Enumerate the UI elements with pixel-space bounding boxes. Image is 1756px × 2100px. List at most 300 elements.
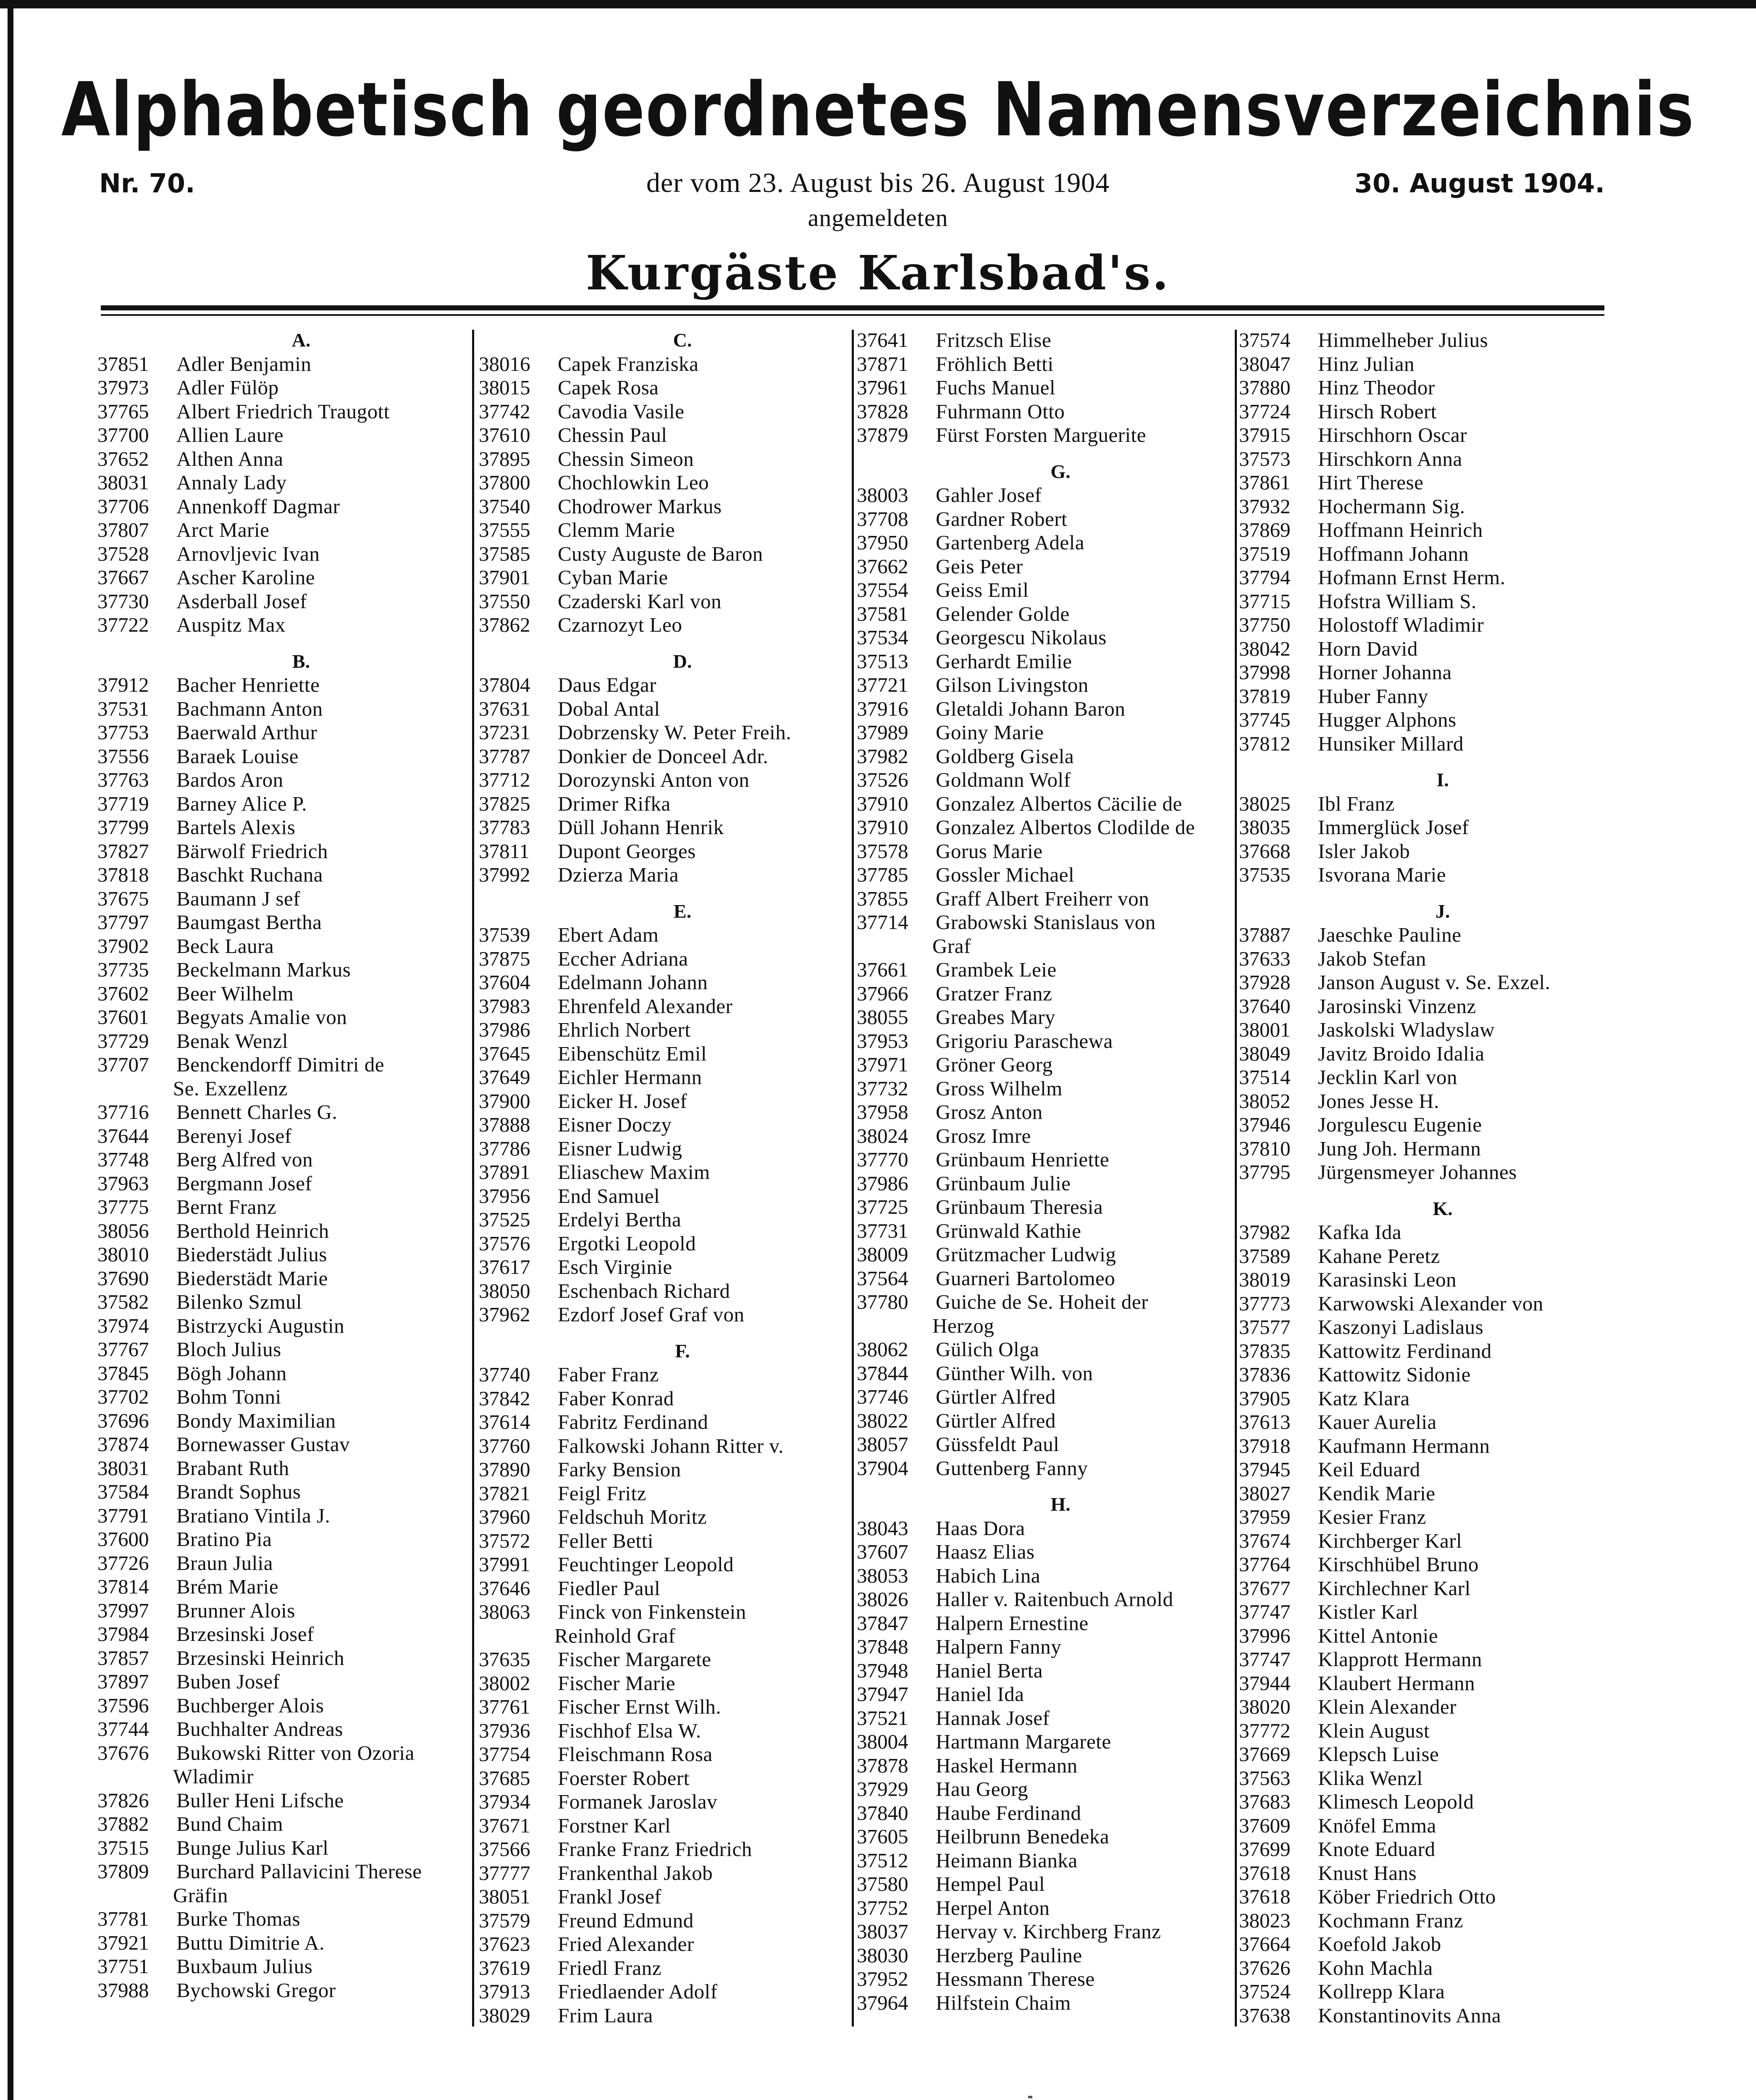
list-item bbox=[1239, 1743, 1604, 1767]
list-item bbox=[479, 590, 844, 614]
guest-number: 38063 bbox=[479, 1600, 530, 1623]
guest-name: Hirschhorn Oscar bbox=[1318, 423, 1467, 446]
guest-number: 37947 bbox=[857, 1683, 908, 1706]
guest-number: 37745 bbox=[1239, 708, 1291, 731]
guest-number: 37958 bbox=[857, 1100, 908, 1124]
subtitle-registered: angemeldeten bbox=[808, 204, 948, 231]
guest-number: 37950 bbox=[857, 531, 908, 554]
list-item bbox=[857, 1267, 1222, 1291]
list-item bbox=[479, 1672, 844, 1696]
list-item bbox=[479, 697, 844, 721]
guest-number: 37667 bbox=[97, 566, 149, 589]
guest-name: Fischer Margarete bbox=[558, 1648, 711, 1671]
list-item bbox=[1239, 1719, 1604, 1743]
guest-name: Klimesch Leopold bbox=[1318, 1790, 1474, 1813]
guest-number: 37971 bbox=[857, 1053, 908, 1076]
list-item bbox=[479, 1600, 844, 1624]
guest-number: 37869 bbox=[1239, 518, 1291, 541]
guest-name: Jorgulescu Eugenie bbox=[1318, 1113, 1482, 1136]
guest-number: 37708 bbox=[857, 507, 908, 530]
guest-name: Freund Edmund bbox=[558, 1908, 694, 1932]
guest-name: Koefold Jakob bbox=[1318, 1932, 1441, 1956]
guest-number: 37676 bbox=[97, 1741, 149, 1764]
guest-name: Bondy Maximilian bbox=[176, 1409, 336, 1432]
list-item bbox=[1239, 792, 1604, 816]
list-item bbox=[479, 1113, 844, 1137]
list-item bbox=[1239, 1434, 1604, 1458]
list-item bbox=[97, 1836, 463, 1860]
list-item bbox=[1239, 1410, 1604, 1434]
name-column-4 bbox=[1239, 328, 1604, 2027]
list-item bbox=[1239, 1244, 1604, 1268]
name-column-2 bbox=[479, 328, 844, 2027]
guest-number: 37986 bbox=[479, 1018, 530, 1041]
guest-name: Gürtler Alfred bbox=[936, 1409, 1056, 1432]
guest-number: 37512 bbox=[857, 1848, 908, 1872]
guest-number: 37821 bbox=[479, 1481, 530, 1505]
list-item bbox=[97, 840, 463, 864]
list-item bbox=[97, 1694, 463, 1718]
guest-name: Guarneri Bartolomeo bbox=[936, 1266, 1116, 1290]
list-item bbox=[1239, 1018, 1604, 1042]
guest-number: 37764 bbox=[1239, 1553, 1291, 1576]
list-item bbox=[479, 1042, 844, 1066]
guest-number: 37514 bbox=[1239, 1066, 1291, 1089]
guest-name: Fuchs Manuel bbox=[936, 376, 1055, 399]
guest-name: Ascher Karoline bbox=[176, 566, 315, 589]
guest-name: Burke Thomas bbox=[176, 1907, 300, 1930]
list-item bbox=[97, 1575, 463, 1599]
list-item bbox=[479, 1410, 844, 1434]
guest-name: Bärwolf Friedrich bbox=[176, 839, 328, 863]
guest-number: 37714 bbox=[857, 911, 908, 934]
guest-name: Edelmann Johann bbox=[558, 971, 708, 994]
guest-name: Althen Anna bbox=[176, 447, 283, 470]
guest-name: Kohn Machla bbox=[1318, 1956, 1433, 1979]
list-item bbox=[97, 1124, 463, 1148]
list-item bbox=[857, 768, 1222, 792]
guest-number: 37948 bbox=[857, 1659, 908, 1682]
guest-number: 37747 bbox=[1239, 1648, 1291, 1671]
guest-number: 37610 bbox=[479, 423, 530, 446]
list-item bbox=[97, 1433, 463, 1457]
list-item bbox=[479, 495, 844, 519]
guest-name: Halpern Ernestine bbox=[936, 1611, 1089, 1635]
list-item bbox=[97, 1195, 463, 1219]
list-item bbox=[1239, 328, 1604, 352]
guest-name: Buxbaum Julius bbox=[176, 1955, 313, 1978]
guest-number: 37915 bbox=[1239, 423, 1291, 446]
list-item bbox=[97, 982, 463, 1006]
list-item bbox=[97, 768, 463, 792]
guest-name: Albert Friedrich Traugott bbox=[176, 399, 390, 423]
list-item bbox=[479, 1458, 844, 1482]
guest-number: 38019 bbox=[1239, 1268, 1291, 1291]
guest-number: 37735 bbox=[97, 958, 149, 981]
guest-number: 37617 bbox=[479, 1255, 530, 1278]
guest-number: 37677 bbox=[1239, 1576, 1291, 1600]
guest-name: Kirschhübel Bruno bbox=[1318, 1553, 1479, 1576]
guest-number: 37897 bbox=[97, 1670, 149, 1693]
list-item bbox=[1239, 1814, 1604, 1838]
list-item bbox=[1239, 816, 1604, 840]
guest-number: 37900 bbox=[479, 1089, 530, 1113]
list-item bbox=[479, 1838, 844, 1861]
guest-name: Arct Marie bbox=[176, 518, 270, 541]
list-item bbox=[97, 1338, 463, 1362]
guest-name: Clemm Marie bbox=[558, 518, 675, 541]
guest-name: Hempel Paul bbox=[936, 1872, 1045, 1895]
guest-name: Keil Eduard bbox=[1318, 1458, 1420, 1481]
guest-number: 38043 bbox=[857, 1516, 908, 1540]
guest-number: 37781 bbox=[97, 1907, 149, 1930]
list-item bbox=[1239, 1767, 1604, 1790]
guest-name: Hessmann Therese bbox=[936, 1967, 1095, 1990]
list-item bbox=[1239, 376, 1604, 400]
list-item bbox=[479, 1577, 844, 1601]
guest-number: 37641 bbox=[857, 328, 908, 352]
guest-name: Arnovljevic Ivan bbox=[176, 542, 320, 565]
guest-name: Kittel Antonie bbox=[1318, 1624, 1438, 1647]
guest-number: 37645 bbox=[479, 1042, 530, 1065]
list-item bbox=[1239, 1695, 1604, 1719]
guest-name: Kesier Franz bbox=[1318, 1505, 1426, 1528]
guest-name: Eisner Doczy bbox=[558, 1113, 672, 1136]
guest-number: 37944 bbox=[1239, 1671, 1291, 1695]
list-item bbox=[479, 1018, 844, 1042]
guest-number: 37721 bbox=[857, 673, 908, 696]
guest-name: Eibenschütz Emil bbox=[558, 1042, 707, 1065]
list-item bbox=[479, 863, 844, 887]
guest-number: 37730 bbox=[97, 589, 149, 613]
guest-number: 38052 bbox=[1239, 1089, 1291, 1113]
guest-name: Cavodia Vasile bbox=[558, 399, 685, 423]
guest-number: 37644 bbox=[97, 1124, 149, 1147]
guest-name: Herzberg Pauline bbox=[936, 1943, 1082, 1967]
list-item bbox=[97, 887, 463, 911]
guest-name: Klika Wenzl bbox=[1318, 1766, 1423, 1790]
guest-number: 37761 bbox=[479, 1695, 530, 1718]
guest-number: 37609 bbox=[1239, 1814, 1291, 1837]
list-item bbox=[479, 840, 844, 864]
guest-number: 37767 bbox=[97, 1338, 149, 1361]
guest-name: Biederstädt Marie bbox=[176, 1266, 328, 1290]
guest-name: Bund Chaim bbox=[176, 1812, 283, 1835]
guest-number: 37888 bbox=[479, 1113, 530, 1136]
list-item bbox=[857, 328, 1222, 352]
guest-name: Baerwald Arthur bbox=[176, 721, 318, 744]
guest-name: Falkowski Johann Ritter v. bbox=[558, 1434, 784, 1457]
guest-number: 37973 bbox=[97, 376, 149, 399]
guest-number: 37842 bbox=[479, 1386, 530, 1410]
list-item bbox=[857, 982, 1222, 1006]
list-item bbox=[1239, 1553, 1604, 1577]
list-item bbox=[857, 887, 1222, 911]
list-item bbox=[479, 613, 844, 637]
section-letter-heading: C. bbox=[673, 329, 692, 351]
guest-number: 37952 bbox=[857, 1967, 908, 1990]
guest-number: 37652 bbox=[97, 447, 149, 470]
guest-name: Benak Wenzl bbox=[176, 1029, 288, 1053]
list-item bbox=[857, 1944, 1222, 1968]
guest-number: 37613 bbox=[1239, 1410, 1291, 1433]
list-item bbox=[857, 1849, 1222, 1873]
guest-number: 37585 bbox=[479, 542, 530, 565]
guest-name: Donkier de Donceel Adr. bbox=[558, 744, 769, 768]
guest-number: 37534 bbox=[857, 626, 908, 649]
guest-number: 37707 bbox=[97, 1053, 149, 1076]
guest-number: 37752 bbox=[857, 1896, 908, 1919]
list-item bbox=[857, 507, 1222, 531]
guest-number: 37799 bbox=[97, 816, 149, 839]
guest-name: Geis Peter bbox=[936, 554, 1023, 578]
list-item bbox=[1239, 1089, 1604, 1113]
guest-name: Buchberger Alois bbox=[176, 1693, 324, 1717]
guest-name: Gröner Georg bbox=[936, 1053, 1053, 1076]
guest-number: 37770 bbox=[857, 1148, 908, 1171]
guest-name: Beck Laura bbox=[176, 934, 274, 958]
guest-name: Immerglück Josef bbox=[1318, 816, 1469, 839]
guest-name: Günther Wilh. von bbox=[936, 1361, 1093, 1385]
guest-number: 37744 bbox=[97, 1717, 149, 1740]
guest-number: 37748 bbox=[97, 1148, 149, 1171]
guest-name: Haasz Elias bbox=[936, 1540, 1035, 1563]
guest-number: 38049 bbox=[1239, 1042, 1291, 1065]
list-item bbox=[1239, 840, 1604, 864]
list-item bbox=[1239, 947, 1604, 971]
guest-name: Dupont Georges bbox=[558, 839, 696, 863]
guest-name: Bennett Charles G. bbox=[176, 1100, 338, 1124]
guest-number: 37607 bbox=[857, 1540, 908, 1563]
guest-name: Gratzer Franz bbox=[936, 982, 1053, 1005]
guest-name: Horner Johanna bbox=[1318, 661, 1452, 684]
guest-number: 37525 bbox=[479, 1208, 530, 1231]
list-item bbox=[1239, 447, 1604, 471]
guest-number: 37783 bbox=[479, 816, 530, 839]
guest-name: Kendik Marie bbox=[1318, 1481, 1436, 1505]
guest-name: Ergotki Leopold bbox=[558, 1231, 696, 1255]
list-item bbox=[97, 745, 463, 769]
guest-number: 38030 bbox=[857, 1943, 908, 1967]
guest-number: 37685 bbox=[479, 1766, 530, 1790]
guest-name: Gartenberg Adela bbox=[936, 531, 1085, 554]
guest-name: Bardos Aron bbox=[176, 768, 283, 791]
list-item bbox=[1239, 863, 1604, 887]
list-item bbox=[1239, 1861, 1604, 1885]
guest-number: 37675 bbox=[97, 887, 149, 910]
guest-number: 37633 bbox=[1239, 947, 1291, 970]
guest-name: Kattowitz Sidonie bbox=[1318, 1363, 1471, 1386]
list-item bbox=[97, 518, 463, 542]
section-gap bbox=[1239, 756, 1604, 768]
list-item bbox=[857, 673, 1222, 697]
guest-name: Gletaldi Johann Baron bbox=[936, 697, 1126, 720]
guest-number: 37879 bbox=[857, 423, 908, 446]
guest-number: 37902 bbox=[97, 934, 149, 958]
list-item bbox=[857, 1967, 1222, 1991]
guest-number: 37614 bbox=[479, 1410, 530, 1433]
guest-name: Jürgensmeyer Johannes bbox=[1318, 1160, 1517, 1184]
list-item bbox=[857, 1290, 1222, 1314]
guest-number: 37674 bbox=[1239, 1529, 1291, 1552]
guest-name: Fröhlich Betti bbox=[936, 352, 1054, 375]
guest-number: 37887 bbox=[1239, 923, 1291, 946]
guest-number: 37581 bbox=[857, 602, 908, 625]
guest-name: Auspitz Max bbox=[176, 613, 286, 636]
list-item bbox=[857, 1777, 1222, 1801]
list-item bbox=[857, 1029, 1222, 1053]
list-item bbox=[479, 768, 844, 792]
list-item bbox=[479, 566, 844, 590]
name-column-1 bbox=[97, 328, 463, 2002]
guest-name: Graff Albert Freiherr von bbox=[936, 887, 1150, 910]
list-item bbox=[97, 1551, 463, 1575]
guest-name: Grigoriu Paraschewa bbox=[936, 1029, 1113, 1053]
list-item bbox=[857, 352, 1222, 376]
guest-number: 37807 bbox=[97, 518, 149, 541]
list-item bbox=[479, 792, 844, 816]
list-item bbox=[1239, 1221, 1604, 1244]
guest-name: Gardner Robert bbox=[936, 507, 1068, 530]
list-item bbox=[857, 1635, 1222, 1659]
guest-number: 37785 bbox=[857, 863, 908, 886]
list-item bbox=[857, 1991, 1222, 2015]
list-item bbox=[1239, 637, 1604, 661]
guest-name: Fried Alexander bbox=[558, 1932, 694, 1956]
list-item bbox=[1239, 471, 1604, 495]
guest-number: 37539 bbox=[479, 923, 530, 946]
list-item bbox=[479, 376, 844, 400]
guest-number: 37904 bbox=[857, 1456, 908, 1480]
guest-number: 37524 bbox=[1239, 1980, 1291, 2003]
list-item bbox=[857, 863, 1222, 887]
guest-number: 37712 bbox=[479, 768, 530, 791]
guest-number: 37649 bbox=[479, 1066, 530, 1089]
list-item bbox=[479, 1861, 844, 1885]
list-item bbox=[857, 650, 1222, 674]
list-item bbox=[1239, 1672, 1604, 1696]
guest-number: 37936 bbox=[479, 1719, 530, 1742]
guest-number: 37882 bbox=[97, 1812, 149, 1835]
guest-number: 37740 bbox=[479, 1363, 530, 1386]
guest-name: Gross Wilhelm bbox=[936, 1076, 1063, 1100]
guest-number: 37671 bbox=[479, 1814, 530, 1837]
guest-name: Jaeschke Pauline bbox=[1318, 923, 1462, 946]
list-item bbox=[1239, 1315, 1604, 1339]
guest-number: 37706 bbox=[97, 494, 149, 518]
list-item bbox=[857, 1148, 1222, 1172]
list-item bbox=[1239, 1113, 1604, 1137]
guest-number: 37635 bbox=[479, 1648, 530, 1671]
guest-name: Guiche de Se. Hoheit der bbox=[936, 1290, 1148, 1313]
guest-name: Kirchberger Karl bbox=[1318, 1529, 1462, 1552]
guest-number: 38055 bbox=[857, 1005, 908, 1029]
guest-name: Kahane Peretz bbox=[1318, 1244, 1440, 1268]
guest-name: Asderball Josef bbox=[176, 589, 307, 613]
guest-name: Hoffmann Heinrich bbox=[1318, 518, 1483, 541]
list-item bbox=[97, 958, 463, 982]
guest-name: Grosz Imre bbox=[936, 1124, 1031, 1147]
guest-number: 37974 bbox=[97, 1314, 149, 1337]
guest-number: 37572 bbox=[479, 1529, 530, 1552]
guest-number: 37513 bbox=[857, 649, 908, 673]
guest-number: 37747 bbox=[1239, 1600, 1291, 1623]
list-item bbox=[479, 1232, 844, 1256]
guest-number: 37800 bbox=[479, 471, 530, 494]
list-item bbox=[857, 1005, 1222, 1029]
guest-name: Fischhof Elsa W. bbox=[558, 1719, 701, 1742]
list-item bbox=[97, 934, 463, 958]
guest-number: 37619 bbox=[479, 1956, 530, 1979]
guest-number: 38004 bbox=[857, 1730, 908, 1753]
guest-name: Custy Auguste de Baron bbox=[558, 542, 763, 565]
list-item bbox=[857, 602, 1222, 626]
guest-name: Karasinski Leon bbox=[1318, 1268, 1457, 1291]
guest-number: 37875 bbox=[479, 947, 530, 970]
guest-name: Dorozynski Anton von bbox=[558, 768, 750, 791]
guest-name: Klapprott Hermann bbox=[1318, 1648, 1482, 1671]
guest-number: 37662 bbox=[857, 554, 908, 578]
guest-name: Foerster Robert bbox=[558, 1766, 690, 1790]
guest-number: 37809 bbox=[97, 1860, 149, 1883]
guest-number: 37751 bbox=[97, 1955, 149, 1978]
list-item bbox=[857, 578, 1222, 602]
guest-number: 37855 bbox=[857, 887, 908, 910]
guest-number: 37786 bbox=[479, 1137, 530, 1160]
guest-name: Gonzalez Albertos Clodilde de bbox=[936, 816, 1195, 839]
guest-name: Hirt Therese bbox=[1318, 471, 1424, 494]
guest-name: Chodrower Markus bbox=[558, 494, 722, 518]
list-item bbox=[857, 1920, 1222, 1944]
guest-name: Geiss Emil bbox=[936, 578, 1029, 601]
list-item bbox=[97, 1979, 463, 2003]
guest-name: Javitz Broido Idalia bbox=[1318, 1042, 1485, 1065]
guest-name: Hannak Josef bbox=[936, 1706, 1050, 1730]
guest-name: Fiedler Paul bbox=[558, 1576, 661, 1600]
list-item bbox=[97, 1053, 463, 1077]
list-item bbox=[479, 1814, 844, 1838]
guest-name: Beer Wilhelm bbox=[176, 982, 294, 1005]
guest-number: 38026 bbox=[857, 1588, 908, 1611]
guest-number: 37746 bbox=[857, 1385, 908, 1408]
list-item bbox=[97, 376, 463, 400]
guest-name: Bistrzycki Augustin bbox=[176, 1314, 345, 1337]
section-gap bbox=[857, 447, 1222, 460]
guest-name: Baschkt Ruchana bbox=[176, 863, 323, 886]
guest-name: Herpel Anton bbox=[936, 1896, 1050, 1919]
guest-name: Köber Friedrich Otto bbox=[1318, 1885, 1496, 1908]
section-gap bbox=[1239, 1184, 1604, 1197]
guest-name: Baraek Louise bbox=[176, 744, 299, 768]
name-column-3 bbox=[857, 328, 1222, 2015]
guest-name: Kollrepp Klara bbox=[1318, 1980, 1445, 2003]
column-divider bbox=[1235, 330, 1237, 2026]
subtitle-date-range: der vom 23. August bis 26. August 1904 bbox=[646, 168, 1110, 198]
guest-name: Kafka Ida bbox=[1318, 1221, 1402, 1244]
guest-number: 37910 bbox=[857, 816, 908, 839]
guest-number: 37763 bbox=[97, 768, 149, 791]
guest-number: 37982 bbox=[857, 744, 908, 768]
list-item bbox=[479, 447, 844, 471]
list-item bbox=[479, 1208, 844, 1232]
guest-number: 37961 bbox=[857, 376, 908, 399]
list-item bbox=[97, 1599, 463, 1623]
guest-number: 37818 bbox=[97, 863, 149, 886]
list-item bbox=[479, 1066, 844, 1089]
guest-number: 38062 bbox=[857, 1338, 908, 1361]
section-letter-heading: K. bbox=[1433, 1197, 1453, 1219]
list-item bbox=[857, 1362, 1222, 1386]
